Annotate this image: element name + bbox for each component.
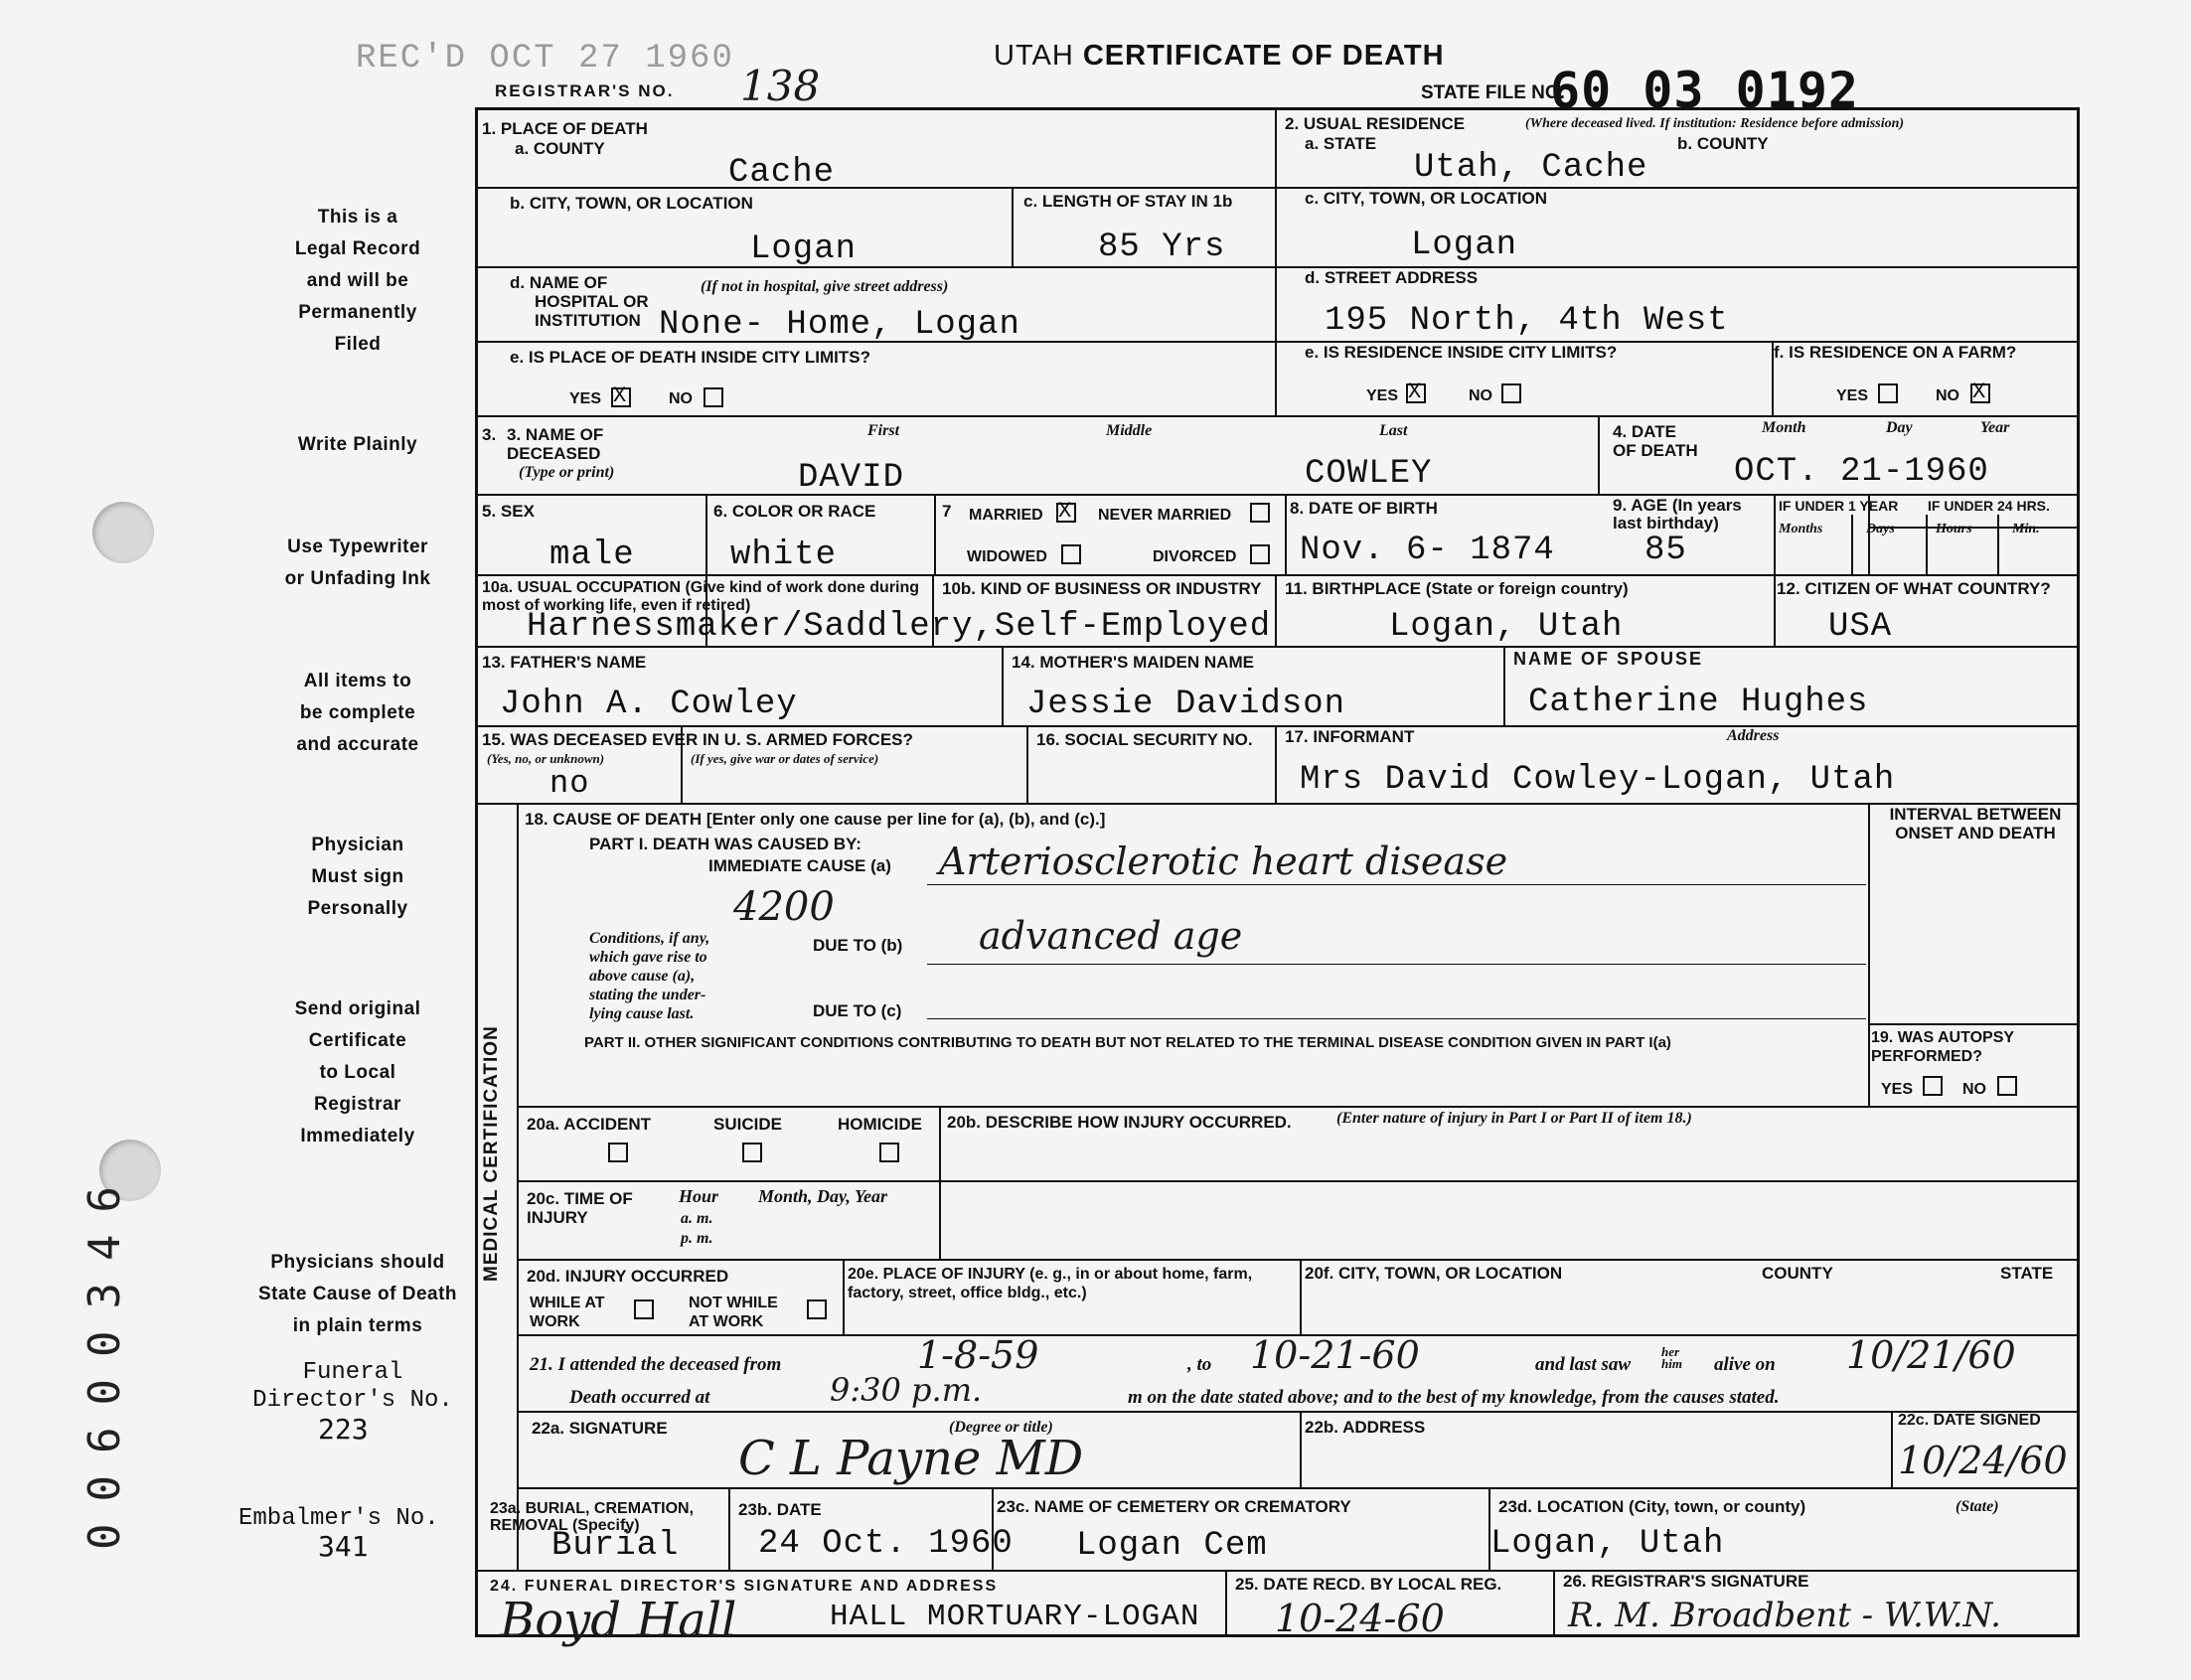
homicide-checkbox[interactable] bbox=[879, 1143, 899, 1162]
cause-code: 4200 bbox=[733, 884, 835, 930]
hospital-label-1: d. NAME OF bbox=[510, 273, 608, 292]
widowed-label: WIDOWED bbox=[967, 548, 1047, 565]
date-signed: 10/24/60 bbox=[1898, 1439, 2068, 1482]
autopsy-label: 19. WAS AUTOPSY PERFORMED? bbox=[1871, 1029, 2014, 1065]
birthplace-label: 11. BIRTHPLACE (State or foreign country) bbox=[1285, 579, 1629, 598]
father-value: John A. Cowley bbox=[500, 686, 798, 723]
ssn-label: 16. SOCIAL SECURITY NO. bbox=[1036, 730, 1253, 749]
armed-sub1: (Yes, no, or unknown) bbox=[487, 751, 605, 766]
married-label: MARRIED bbox=[969, 507, 1043, 524]
farm-yes-checkbox[interactable] bbox=[1878, 383, 1898, 403]
father-label: 13. FATHER'S NAME bbox=[482, 653, 647, 672]
marital-number: 7 bbox=[942, 502, 952, 521]
funeral-director-no: 223 bbox=[318, 1413, 369, 1446]
informant-value: Mrs David Cowley-Logan, Utah bbox=[1300, 761, 1896, 799]
degree-label: (Degree or title) bbox=[949, 1419, 1053, 1436]
location-state-label: (State) bbox=[1956, 1498, 1999, 1515]
location-label: 23d. LOCATION (City, town, or county) bbox=[1498, 1497, 1806, 1516]
residence-note: (Where deceased lived. If institution: Residence before admission) bbox=[1525, 116, 1905, 131]
burial-date-label: 23b. DATE bbox=[738, 1500, 822, 1519]
year-label: Year bbox=[1980, 419, 2010, 436]
armed-sub2: (If yes, give war or dates of service) bbox=[691, 751, 879, 766]
age-label: 9. AGE (In years last birthday) bbox=[1613, 496, 1742, 533]
res-inside-city-label: e. IS RESIDENCE INSIDE CITY LIMITS? bbox=[1305, 343, 1618, 362]
city-value: Logan bbox=[750, 230, 858, 268]
stay-value: 85 Yrs bbox=[1098, 229, 1226, 266]
conditions-note: Conditions, if any, which gave rise to above cause (a), stating the under- lying cause last. bbox=[589, 930, 710, 1022]
recd-value: 10-24-60 bbox=[1275, 1597, 1445, 1640]
address-label: Address bbox=[1727, 727, 1780, 744]
county-label: a. COUNTY bbox=[515, 139, 605, 158]
registrars-no-label: REGISTRAR'S NO. bbox=[495, 81, 675, 100]
signature-label: 22a. SIGNATURE bbox=[532, 1419, 668, 1438]
death-city-yes-label: YES bbox=[569, 390, 602, 407]
attended-to-label: , to bbox=[1187, 1354, 1212, 1375]
physician-note: Physician Must sign Personally bbox=[307, 835, 408, 919]
injury-note: (Enter nature of injury in Part I or Part II of item 18.) bbox=[1336, 1110, 1692, 1127]
res-state-county: Utah, Cache bbox=[1414, 149, 1648, 187]
attended-from: 1-8-59 bbox=[917, 1333, 1039, 1377]
res-city-no-checkbox[interactable] bbox=[1501, 383, 1521, 403]
mother-value: Jessie Davidson bbox=[1026, 686, 1346, 723]
state-label: a. STATE bbox=[1305, 134, 1377, 153]
complete-note: All items to be complete and accurate bbox=[296, 671, 419, 755]
pm-label: p. m. bbox=[681, 1230, 713, 1247]
while-work-label: WHILE AT WORK bbox=[530, 1295, 605, 1330]
dob-label: 8. DATE OF BIRTH bbox=[1290, 499, 1438, 518]
death-city-no-label: NO bbox=[669, 390, 693, 407]
sex-label: 5. SEX bbox=[482, 502, 535, 521]
res-city-value: Logan bbox=[1411, 227, 1518, 264]
business-label: 10b. KIND OF BUSINESS OR INDUSTRY bbox=[942, 579, 1262, 598]
mother-label: 14. MOTHER'S MAIDEN NAME bbox=[1012, 653, 1254, 672]
while-work-checkbox[interactable] bbox=[634, 1299, 654, 1319]
immediate-cause-value: Arteriosclerotic heart disease bbox=[939, 840, 1508, 883]
days-label: Days bbox=[1866, 522, 1895, 536]
spouse-value: Catherine Hughes bbox=[1528, 684, 1869, 721]
last-label: Last bbox=[1379, 422, 1408, 439]
registrars-no: 138 bbox=[740, 62, 821, 110]
due-to-b-value: advanced age bbox=[979, 914, 1243, 958]
day-label: Day bbox=[1886, 419, 1913, 436]
accident-checkbox[interactable] bbox=[608, 1143, 628, 1162]
city-label: b. CITY, TOWN, OR LOCATION bbox=[510, 194, 753, 213]
date-of-death-label: 4. DATE OF DEATH bbox=[1613, 422, 1698, 460]
death-city-no-checkbox[interactable] bbox=[704, 387, 723, 407]
embalmer-label: Embalmer's No. bbox=[238, 1505, 439, 1532]
widowed-checkbox[interactable] bbox=[1061, 544, 1081, 564]
burial-label: 23a. BURIAL, CREMATION, REMOVAL (Specify) bbox=[490, 1500, 695, 1534]
race-label: 6. COLOR OR RACE bbox=[713, 502, 876, 521]
accident-label: 20a. ACCIDENT bbox=[527, 1115, 652, 1134]
hour-label: Hour bbox=[679, 1186, 719, 1206]
location-value: Logan, Utah bbox=[1490, 1525, 1725, 1563]
name-label: 3. bbox=[482, 425, 497, 444]
hours-label: Hours bbox=[1936, 522, 1972, 536]
registrar-sig-label: 26. REGISTRAR'S SIGNATURE bbox=[1563, 1572, 1809, 1591]
citizen-value: USA bbox=[1828, 608, 1893, 646]
stay-label: c. LENGTH OF STAY IN 1b bbox=[1023, 192, 1233, 211]
county-value: Cache bbox=[728, 154, 836, 192]
mdy-label: Month, Day, Year bbox=[758, 1186, 888, 1206]
typewriter-note: Use Typewriter or Unfading Ink bbox=[284, 536, 431, 589]
not-while-label: NOT WHILE AT WORK bbox=[689, 1295, 778, 1330]
due-to-c-label: DUE TO (c) bbox=[813, 1001, 902, 1020]
race-value: white bbox=[730, 536, 838, 574]
last-saw-label: and last saw bbox=[1535, 1354, 1632, 1375]
months-label: Months bbox=[1779, 522, 1823, 536]
occupation-value: Harnessmaker/Saddlery,Self-Employed bbox=[527, 608, 1272, 646]
occupation-label: 10a. USUAL OCCUPATION (Give kind of work done during most of working life, even if retired) bbox=[482, 579, 920, 614]
am-label: a. m. bbox=[681, 1210, 713, 1227]
immediate-cause-label: IMMEDIATE CAUSE (a) bbox=[708, 856, 891, 875]
homicide-label: HOMICIDE bbox=[838, 1115, 922, 1134]
state-file-number: 60 03 0192 bbox=[1550, 62, 1860, 119]
send-original-note: Send original Certificate to Local Registrar Immediately bbox=[294, 998, 421, 1146]
hospital-value: None- Home, Logan bbox=[659, 306, 1020, 344]
address-22b-label: 22b. ADDRESS bbox=[1305, 1418, 1426, 1437]
cemetery-value: Logan Cem bbox=[1076, 1527, 1268, 1565]
divorced-checkbox[interactable] bbox=[1250, 544, 1270, 564]
citizen-label: 12. CITIZEN OF WHAT COUNTRY? bbox=[1777, 579, 2051, 598]
inside-city-label: e. IS PLACE OF DEATH INSIDE CITY LIMITS? bbox=[510, 348, 871, 367]
received-stamp: REC'D OCT 27 1960 bbox=[356, 40, 734, 77]
embalmer-no: 341 bbox=[318, 1530, 369, 1563]
recd-label: 25. DATE RECD. BY LOCAL REG. bbox=[1235, 1575, 1502, 1594]
armed-value: no bbox=[549, 765, 590, 802]
medical-certification-label: MEDICAL CERTIFICATION bbox=[481, 1025, 502, 1282]
birthplace-value: Logan, Utah bbox=[1389, 608, 1624, 646]
attended-to: 10-21-60 bbox=[1250, 1333, 1420, 1377]
farm-no-label: NO bbox=[1936, 387, 1959, 404]
physician-cause-note: Physicians should State Cause of Death in plain terms bbox=[257, 1252, 458, 1336]
month-label: Month bbox=[1762, 419, 1806, 436]
funeral-director-label: Funeral Director's No. bbox=[252, 1359, 453, 1414]
farm-yes-label: YES bbox=[1836, 387, 1869, 404]
state-file-label: STATE FILE NO. bbox=[1421, 82, 1565, 103]
city-injury-label: 20f. CITY, TOWN, OR LOCATION bbox=[1305, 1264, 1563, 1283]
alive-on-label: alive on bbox=[1714, 1354, 1776, 1375]
farm-no-checkbox[interactable] bbox=[1970, 383, 1990, 403]
res-city-no-label: NO bbox=[1469, 387, 1492, 404]
injury-occurred-label: 20d. INJURY OCCURRED bbox=[527, 1267, 729, 1286]
autopsy-yes-checkbox[interactable] bbox=[1923, 1076, 1943, 1096]
cemetery-label: 23c. NAME OF CEMETERY OR CREMATORY bbox=[997, 1497, 1351, 1516]
part1-label: PART I. DEATH WAS CAUSED BY: bbox=[589, 835, 861, 853]
age-value: 85 bbox=[1644, 532, 1687, 569]
on-date-label: m on the date stated above; and to the best of my knowledge, from the causes stated. bbox=[1128, 1387, 1780, 1408]
never-married-checkbox[interactable] bbox=[1250, 503, 1270, 523]
registrar-signature: R. M. Broadbent - W.W.N. bbox=[1568, 1596, 2001, 1635]
res-county-label: b. COUNTY bbox=[1677, 134, 1769, 153]
time-injury-label: 20c. TIME OF INJURY bbox=[527, 1189, 633, 1227]
date-signed-label: 22c. DATE SIGNED bbox=[1898, 1412, 2041, 1429]
autopsy-yes-label: YES bbox=[1881, 1081, 1914, 1098]
res-city-label: c. CITY, TOWN, OR LOCATION bbox=[1305, 189, 1547, 208]
date-of-death: OCT. 21-1960 bbox=[1734, 453, 1989, 491]
middle-label: Middle bbox=[1106, 422, 1153, 439]
last-saw-date: 10/21/60 bbox=[1846, 1333, 2016, 1377]
legal-record-note: This is a Legal Record and will be Permanently Filed bbox=[294, 207, 421, 355]
occurred-at-label: Death occurred at bbox=[569, 1387, 710, 1408]
type-or-print: (Type or print) bbox=[519, 464, 615, 481]
armed-forces-label: 15. WAS DECEASED EVER IN U. S. ARMED FORCES? bbox=[482, 730, 913, 749]
res-city-yes-checkbox[interactable] bbox=[1406, 383, 1426, 403]
hospital-label-3: INSTITUTION bbox=[535, 311, 641, 330]
physician-signature: C L Payne MD bbox=[738, 1431, 1084, 1486]
last-name: COWLEY bbox=[1305, 455, 1433, 493]
sex-value: male bbox=[549, 536, 635, 574]
cause-of-death-label: 18. CAUSE OF DEATH [Enter only one cause per line for (a), (b), and (c).] bbox=[525, 810, 1106, 829]
place-of-death-label: 1. PLACE OF DEATH bbox=[482, 119, 648, 138]
time-of-death: 9:30 p.m. bbox=[830, 1371, 983, 1409]
first-name: DAVID bbox=[798, 459, 905, 497]
under-year-label: IF UNDER 1 YEAR bbox=[1779, 498, 1899, 514]
her-him-label: her him bbox=[1661, 1344, 1682, 1371]
divorced-label: DIVORCED bbox=[1153, 548, 1237, 565]
street-value: 195 North, 4th West bbox=[1325, 302, 1729, 340]
deceased-name-label: 3. NAME OF DECEASED bbox=[507, 425, 604, 463]
dob-value: Nov. 6- 1874 bbox=[1300, 532, 1555, 569]
injury-how-label: 20b. DESCRIBE HOW INJURY OCCURRED. bbox=[947, 1113, 1292, 1132]
farm-label: f. IS RESIDENCE ON A FARM? bbox=[1774, 343, 2017, 362]
write-plainly-note: Write Plainly bbox=[297, 434, 418, 455]
interval-label: INTERVAL BETWEEN ONSET AND DEATH bbox=[1889, 805, 2062, 842]
funeral-director-sig-label: 24. FUNERAL DIRECTOR'S SIGNATURE AND ADDRESS bbox=[490, 1578, 999, 1595]
suicide-checkbox[interactable] bbox=[742, 1143, 762, 1162]
injury-state-label: STATE bbox=[2000, 1264, 2054, 1283]
res-city-yes-label: YES bbox=[1366, 387, 1399, 404]
hospital-label-2: HOSPITAL OR bbox=[535, 292, 649, 311]
funeral-signature: Boyd Hall bbox=[500, 1593, 737, 1648]
attended-label: 21. I attended the deceased from bbox=[530, 1354, 782, 1375]
injury-county-label: COUNTY bbox=[1762, 1264, 1833, 1283]
place-injury-label: 20e. PLACE OF INJURY (e. g., in or about home, farm, factory, street, office bldg., etc.) bbox=[848, 1266, 1253, 1301]
part2-label: PART II. OTHER SIGNIFICANT CONDITIONS CONTRIBUTING TO DEATH BUT NOT RELATED TO THE TERMINAL DISEASE CONDITION GIVEN IN PART I(a) bbox=[584, 1034, 1671, 1051]
burial-value: Burial bbox=[551, 1527, 680, 1565]
first-label: First bbox=[867, 422, 900, 439]
street-label: d. STREET ADDRESS bbox=[1305, 268, 1479, 287]
funeral-address: HALL MORTUARY-LOGAN bbox=[830, 1600, 1200, 1634]
vertical-file-number: 00600346 bbox=[79, 1164, 130, 1550]
min-label: Min. bbox=[2012, 522, 2040, 536]
certificate-title: UTAH CERTIFICATE OF DEATH bbox=[994, 40, 1445, 72]
burial-date: 24 Oct. 1960 bbox=[758, 1525, 1014, 1563]
informant-label: 17. INFORMANT bbox=[1285, 727, 1415, 746]
residence-label: 2. USUAL RESIDENCE bbox=[1285, 114, 1466, 133]
never-married-label: NEVER MARRIED bbox=[1098, 507, 1232, 524]
hospital-note: (If not in hospital, give street address) bbox=[701, 278, 949, 295]
due-to-b-label: DUE TO (b) bbox=[813, 936, 903, 955]
married-checkbox[interactable] bbox=[1056, 503, 1076, 523]
death-city-yes-checkbox[interactable] bbox=[611, 387, 631, 407]
punch-hole-top bbox=[92, 502, 154, 563]
autopsy-no-checkbox[interactable] bbox=[1997, 1076, 2017, 1096]
not-while-checkbox[interactable] bbox=[807, 1299, 827, 1319]
autopsy-no-label: NO bbox=[1962, 1081, 1986, 1098]
suicide-label: SUICIDE bbox=[713, 1115, 782, 1134]
spouse-label: NAME OF SPOUSE bbox=[1513, 649, 1704, 669]
under-24-label: IF UNDER 24 HRS. bbox=[1928, 498, 2050, 514]
